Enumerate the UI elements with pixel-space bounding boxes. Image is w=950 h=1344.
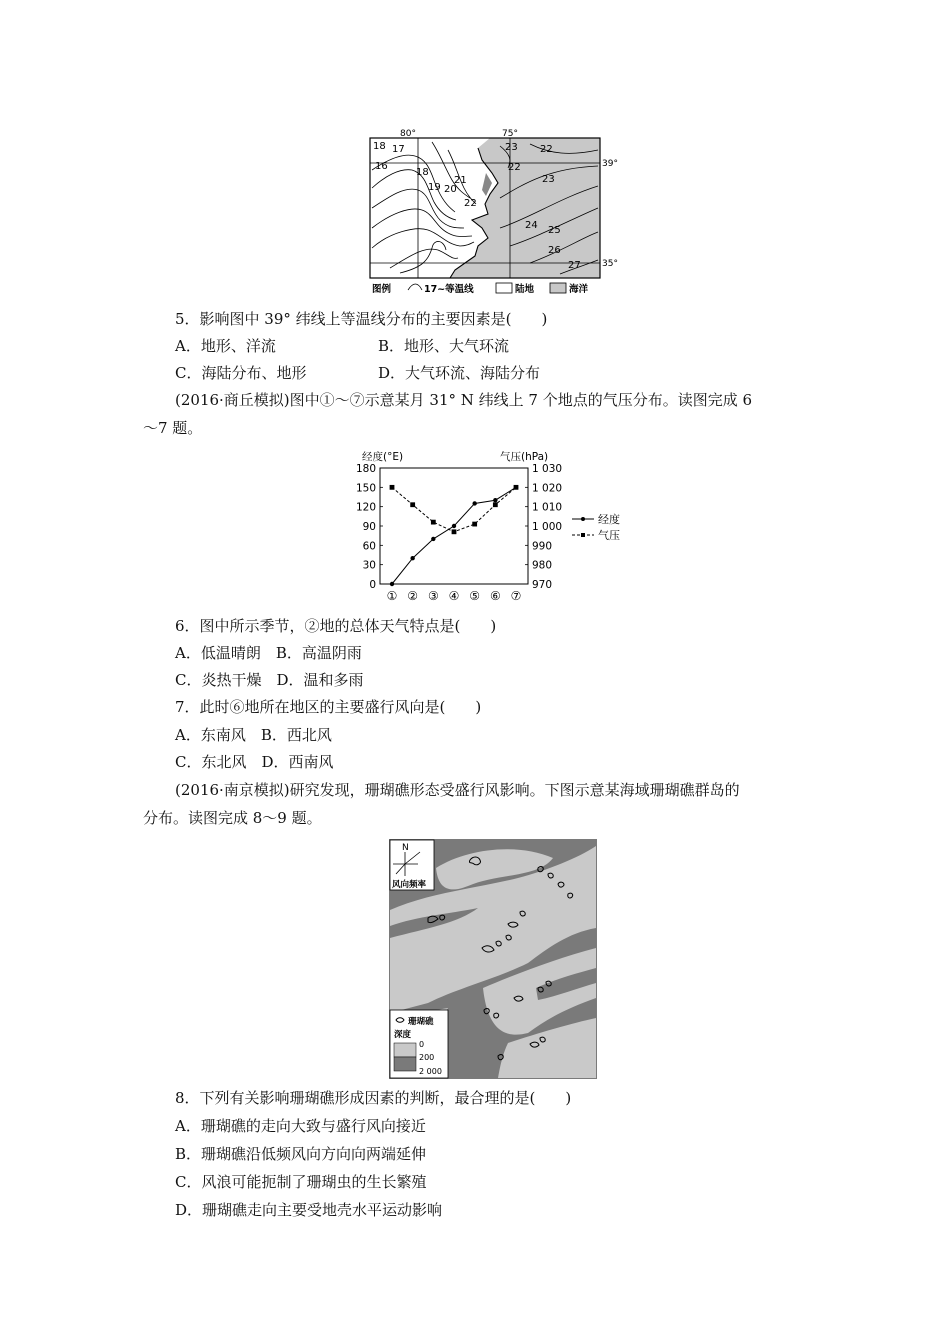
isotherm-map [360,128,630,298]
y-tick-label-right: 1 000 [532,521,563,533]
lon-label-80: 80° [400,129,416,139]
longitude-series-line [392,487,516,584]
coral-reef-map [388,838,598,1080]
iso-label: 20 [444,184,457,195]
q5-option-a: A．地形、洋流 [175,337,276,355]
iso-label: 17 [392,144,405,155]
legend-pressure: 气压 [598,529,620,542]
legend-sea: 海洋 [569,284,589,295]
iso-label: 23 [542,174,555,185]
x-tick-label: ④ [448,589,460,603]
pressure-point [472,522,477,527]
y-tick-label-left: 120 [355,501,376,514]
legend-longitude: 经度 [598,513,620,526]
iso-label: 19 [428,182,441,193]
y-tick-label-left: 30 [362,559,376,572]
y-tick-label-right: 980 [532,559,553,572]
legend-title: 图例 [372,284,392,295]
y-tick-label-right: 990 [532,540,553,553]
pressure-point [431,520,436,525]
x-tick-label: ① [386,589,398,603]
intro-8-9-line2: 分布。读图完成 8～9 题。 [143,809,322,827]
q8-stem: 8．下列有关影响珊瑚礁形成因素的判断，最合理的是( ) [175,1089,572,1107]
iso-label: 22 [540,144,553,155]
x-tick-label: ③ [427,589,439,603]
intro-8-9-line1: (2016·南京模拟)研究发现，珊瑚礁形态受盛行风影响。下图示意某海域珊瑚礁群岛的 [175,781,740,799]
q6-options-cd: C．炎热干燥 D．温和多雨 [175,671,364,689]
q6-stem: 6．图中所示季节，②地的总体天气特点是( ) [175,617,497,635]
iso-label: 23 [505,142,518,153]
lon-label-75: 75° [502,129,518,139]
legend-land: 陆地 [515,284,535,295]
longitude-point [493,498,497,502]
y-tick-label-left: 150 [355,482,376,495]
q6-options-ab: A．低温晴朗 B．高温阴雨 [175,644,362,662]
pressure-point [514,485,519,490]
y-tick-label-left: 60 [362,540,376,553]
north-label: N [402,843,409,853]
q8-option-b: B．珊瑚礁沿低频风向方向向两端延伸 [175,1145,427,1163]
q7-stem: 7．此时⑥地所在地区的主要盛行风向是( ) [175,698,482,716]
longitude-point [472,501,476,505]
q7-options-cd: C．东北风 D．西南风 [175,753,334,771]
y-tick-label-right: 1 010 [532,501,563,514]
intro-6-7-line2: ～7 题。 [143,419,203,437]
wind-frequency-label: 风向频率 [392,880,427,890]
x-tick-label: ⑥ [489,589,501,603]
q5-stem: 5．影响图中 39° 纬线上等温线分布的主要因素是( ) [175,310,548,328]
legend-isotherm: 17~等温线 [424,284,474,295]
y-tick-label-right: 1 020 [532,482,563,495]
iso-label: 27 [568,260,581,271]
intro-6-7-line1: (2016·商丘模拟)图中①～⑦示意某月 31° N 纬线上 7 个地点的气压分布。读图完成 6 [175,391,753,409]
lat-label-39: 39° [602,159,618,169]
y-tick-label-right: 1 030 [532,463,563,475]
y-tick-label-left: 0 [369,579,376,591]
y-axis-label-left: 经度(°E) [362,451,404,463]
pressure-point [452,529,457,534]
q8-option-d: D．珊瑚礁走向主要受地壳水平运动影响 [175,1201,443,1219]
pressure-point [390,485,395,490]
q7-options-ab: A．东南风 B．西北风 [175,726,332,744]
pressure-point [493,502,498,507]
depth-value-200: 200 [419,1053,435,1062]
x-tick-label: ⑦ [510,589,522,603]
y-axis-label-right: 气压(hPa) [500,451,549,463]
longitude-point [390,582,394,586]
iso-label: 21 [454,175,467,186]
depth-value-0: 0 [419,1040,425,1049]
y-tick-label-left: 90 [362,521,376,533]
lat-label-35: 35° [602,259,618,269]
q5-option-d: D．大气环流、海陆分布 [378,364,541,382]
pressure-chart [350,448,640,608]
longitude-point [410,556,414,560]
pressure-point [410,502,415,507]
x-tick-label: ⑤ [469,589,481,603]
q5-option-b: B．地形、大气环流 [378,337,510,355]
depth-value-2000: 2 000 [419,1067,442,1076]
legend-coral-reef: 珊瑚礁 [408,1017,434,1027]
iso-label: 18 [416,167,429,178]
legend-depth: 深度 [394,1030,412,1040]
iso-label: 25 [548,225,561,236]
q5-option-c: C．海陆分布、地形 [175,364,307,382]
iso-label: 22 [464,198,477,209]
iso-label: 26 [548,245,561,256]
q8-option-c: C．风浪可能扼制了珊瑚虫的生长繁殖 [175,1173,427,1191]
y-tick-label-left: 180 [355,463,376,475]
longitude-point [452,524,456,528]
q8-option-a: A．珊瑚礁的走向大致与盛行风向接近 [175,1117,426,1135]
iso-label: 18 [373,141,386,152]
iso-label: 16 [375,161,388,172]
x-tick-label: ② [407,589,419,603]
y-tick-label-right: 970 [532,579,553,591]
iso-label: 22 [508,162,521,173]
longitude-point [431,537,435,541]
iso-label: 24 [525,220,538,231]
